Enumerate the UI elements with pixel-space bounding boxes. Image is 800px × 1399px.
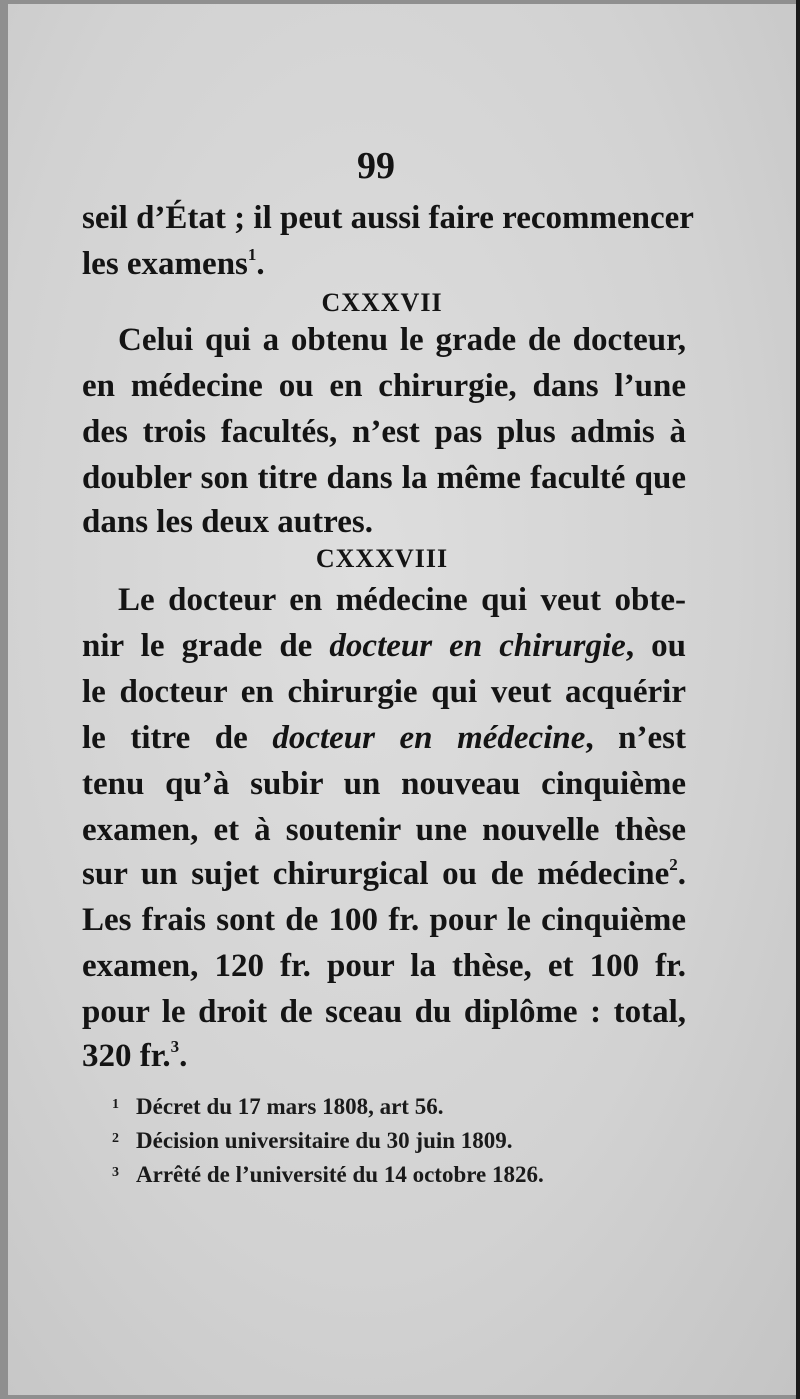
- text-line: [82, 246, 686, 283]
- text-line: en médecine ou en chirurgie, dans l’une: [82, 368, 686, 404]
- italic-span: docteur en médecine: [272, 720, 586, 756]
- footnote-mark: 1: [112, 1097, 119, 1112]
- footnote-text: Décret du 17 mars 1808, art 56.: [136, 1094, 444, 1119]
- text-line: le docteur en chirurgie qui veut acquérir: [82, 674, 686, 710]
- footnote-ref: 1: [247, 245, 257, 264]
- text-span: .: [256, 246, 265, 282]
- text-span: le titre de: [82, 720, 248, 756]
- text-span: sur un sujet chirurgical ou de médecine: [82, 856, 670, 892]
- text-line: Celui qui a obtenu le grade de docteur,: [118, 322, 686, 358]
- footnote: [112, 1094, 544, 1128]
- text-line: doubler son titre dans la même faculté que: [82, 460, 686, 496]
- text-span: .: [677, 856, 686, 892]
- text-span: .: [179, 1038, 188, 1074]
- text-line: tenu qu’à subir un nouveau cinquième: [82, 766, 686, 802]
- text-line: [82, 856, 686, 893]
- scan-edge: [796, 0, 800, 1399]
- article-heading: CXXXVII: [321, 288, 443, 317]
- article-heading: CXXXVIII: [315, 544, 449, 573]
- text-line: des trois facultés, n’est pas plus admis à: [82, 414, 686, 450]
- text-line: examen, et à soutenir une nouvelle thèse: [82, 812, 686, 848]
- text-span: nir le grade de: [82, 628, 313, 664]
- text-span: , n’est: [585, 720, 686, 756]
- text-line: [82, 628, 686, 665]
- footnote-text: Décision universitaire du 30 juin 1809.: [136, 1128, 513, 1153]
- text-span: les examens: [82, 246, 248, 282]
- footnote-mark: 3: [112, 1165, 119, 1180]
- page-number: 99: [357, 145, 395, 187]
- text-line: seil d’État ; il peut aussi faire recommencer: [82, 200, 694, 236]
- text-line: pour le droit de sceau du diplôme : total,: [82, 994, 686, 1030]
- text-span: 320 fr.: [82, 1038, 171, 1074]
- italic-span: docteur en chirurgie: [329, 628, 626, 664]
- text-span: , ou: [625, 628, 686, 664]
- footnote: [112, 1128, 544, 1162]
- text-line: examen, 120 fr. pour la thèse, et 100 fr.: [82, 948, 686, 984]
- footnotes: [112, 1094, 544, 1196]
- book-page: [8, 4, 796, 1395]
- footnote: [112, 1162, 544, 1196]
- text-line: Le docteur en médecine qui veut obte-: [118, 582, 686, 618]
- footnote-ref: 2: [669, 855, 678, 874]
- text-line: [82, 720, 686, 757]
- text-line: Les frais sont de 100 fr. pour le cinquième: [82, 902, 686, 938]
- text-line: [82, 1038, 686, 1075]
- footnote-text: Arrêté de l’université du 14 octobre 1826.: [136, 1162, 544, 1187]
- text-line: dans les deux autres.: [82, 504, 373, 540]
- footnote-ref: 3: [170, 1037, 180, 1056]
- footnote-mark: 2: [112, 1131, 119, 1146]
